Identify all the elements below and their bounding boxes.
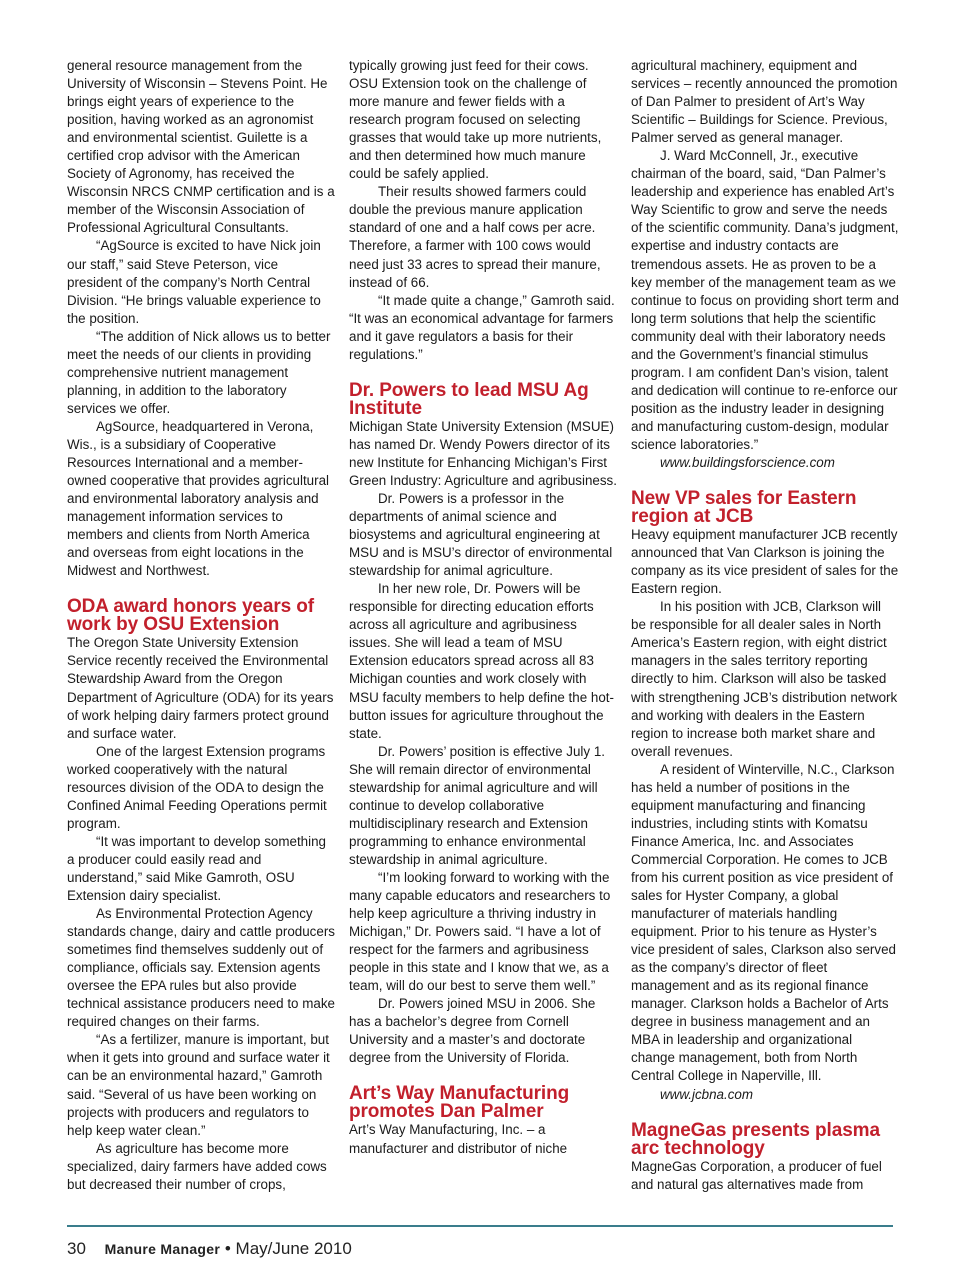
paragraph: As agriculture has become more specialized, dairy farmers have added cows but decreased their number of crops, [67,1140,327,1192]
paragraph: Dr. Powers’ position is effective July 1. She will remain director of environmental stewardship for animal agriculture and will continue to develop collaborative multidisciplinary research and Extension programming to enhance environmental stewardship in animal agriculture. [349,743,605,867]
paragraph: A resident of Winterville, N.C., Clarkson has held a number of positions in the equipment manufacturing and financing industries, including stints with Komatsu Finance America, Inc. and Associates Commercial Corporation. He comes to JCB from his current position as vice president of sales for Hyster Company, a global manufacturer of materials handling equipment. Prior to his tenure as Hyster’s vice president of sales, Clarkson also served as the company’s director of fleet management and as its regional finance manager. Clarkson holds a Bachelor of Arts degree in business management and an MBA in leadership and organizational change management, both from North Central College in Naperville, Ill. [631,761,896,1084]
paragraph: In her new role, Dr. Powers will be responsible for directing education efforts across all agriculture and agribusiness issues. She will lead a team of MSU Extension educators spread across all 83 Michigan counties and work closely with MSU faculty members to help define the hot-button issues for agriculture throughout the state. [349,581,614,741]
magazine-name: Manure Manager [104,1241,221,1257]
paragraph: Heavy equipment manufacturer JCB recently announced that Van Clarkson is joining the company as its vice president of sales for the Eastern region. [631,527,899,597]
paragraph: general resource management from the University of Wisconsin – Stevens Point. He brings eight years of experience to the position, having worked as an agronomist and environmental scientist. Guilette is a certified crop advisor with the American Society of Agronomy, has received the Wisconsin NRCS CNMP certification and is a member of the Wisconsin Association of Professional Agricultural Consultants. [67,58,335,236]
paragraph: “As a fertilizer, manure is important, but when it gets into ground and surface water it can be an environmental hazard,” Gamroth said. “Several of us have been working on projects with producers and regulators to help keep water clean.” [67,1032,330,1138]
paragraph: “The addition of Nick allows us to better meet the needs of our clients in providing comprehensive nutrient management planning, in addition to the laboratory services we offer. [67,328,331,416]
column-1 [67,57,335,1194]
link-buildingsforscience[interactable]: www.buildingsforscience.com [660,455,835,471]
footer-rule [67,1225,893,1227]
paragraph: Dr. Powers is a professor in the departments of animal science and biosystems and agricultural engineering at MSU and is MSU’s director of environmental stewardship for animal agriculture. [349,490,613,579]
column-2 [349,57,617,1158]
footer-bullet: • [224,1239,231,1258]
paragraph: Michigan State University Extension (MSUE) has named Dr. Wendy Powers director of its new Institute for Enhancing Michigan’s First Green Industry: Agriculture and agribusiness. [349,418,617,488]
paragraph: Their results showed farmers could double the previous manure application standard of one and a half cows per acre. Therefore, a farmer with 100 cows would need just 33 acres to spread their manure, instead of 66. [349,184,601,290]
paragraph: The Oregon State University Extension Service recently received the Environmental Stewardship Award from the Oregon Department of Agriculture (ODA) for its years of work helping dairy farmers protect ground and surface water. [67,635,334,741]
headline-powers-msu: Dr. Powers to lead MSU Ag Institute [349,379,589,419]
headline-oda-award: ODA award honors years of work by OSU Extension [67,596,315,636]
headline-artsway-palmer: Art’s Way Manufacturing promotes Dan Palmer [349,1083,570,1123]
paragraph: “It was important to develop something a producer could easily read and understand,” said Mike Gamroth, OSU Extension dairy specialist. [67,833,326,904]
paragraph: As Environmental Protection Agency standards change, dairy and cattle producers sometimes find themselves suddenly out of compliance, officials say. Extension agents oversee the EPA rules but also provide technical assistance producers need to make required changes on their farms. [67,906,335,1030]
paragraph: In his position with JCB, Clarkson will be responsible for all dealer sales in North America’s Eastern region, with eight district managers in the sales territory reporting directly to him. Clarkson will also be tasked with strengthening JCB’s distribution network and working with dealers in the Eastern region to increase both market share and overall revenues. [631,599,898,759]
column-3 [631,57,899,1194]
headline-magnegas: MagneGas presents plasma arc technology [631,1119,880,1159]
page-footer [67,1238,352,1260]
paragraph: typically growing just feed for their cows. OSU Extension took on the challenge of more manure and fewer fields with a research program focused on selecting grasses that would take up more nutrients, and then determined how much manure could be safely applied. [349,58,602,182]
paragraph: “AgSource is excited to have Nick join our staff,” said Steve Peterson, vice president of the company’s North Central Division. “He brings valuable experience to the position. [67,238,321,326]
paragraph: “I’m looking forward to working with the many capable educators and researchers to help keep agriculture a thriving industry in Michigan,” Dr. Powers said. “I have a lot of respect for the farmers and agribusiness people in this state and I know that we, as a team, will do our best to serve them well.” [349,869,611,994]
page-number: 30 [67,1239,86,1258]
headline-jcb-vp: New VP sales for Eastern region at JCB [631,488,857,528]
paragraph: Art’s Way Manufacturing, Inc. – a manufacturer and distributor of niche [349,1122,568,1156]
paragraph: AgSource, headquartered in Verona, Wis., is a subsidiary of Cooperative Resources International and a member-owned cooperative that provides agricultural and environmental laboratory analysis and management information services to members and clients from North America and overseas from eight locations in the Midwest and Northwest. [67,418,330,579]
issue-date: May/June 2010 [235,1239,352,1258]
link-jcbna[interactable]: www.jcbna.com [660,1086,754,1102]
paragraph: J. Ward McConnell, Jr., executive chairman of the board, said, “Dan Palmer’s leadership and experience has enabled Art’s Way Scientific to grow and serve the needs of the scientific community. Dana’s judgment, expertise and industry contacts are tremendous assets. He as proven to be a key member of the management team as we continue to focus on providing short term and long term solutions that help the scientific community deal with their laboratory needs and the Government’s financial stimulus program. I am confident Dan’s vision, talent and dedication will continue to re-enforce our position as the industry leader in designing and manufacturing custom-design, modular science laboratories.” [631,148,899,452]
paragraph: “It made quite a change,” Gamroth said. “It was an economical advantage for farmers and it gave regulators a basis for their regulations.” [349,292,615,362]
paragraph: Dr. Powers joined MSU in 2006. She has a bachelor’s degree from Cornell University and a master’s and doctorate degree from the University of Florida. [349,996,596,1066]
paragraph: One of the largest Extension programs worked cooperatively with the natural resources division of the ODA to design the Confined Animal Feeding Operations permit program. [67,743,327,831]
paragraph: MagneGas Corporation, a producer of fuel and natural gas alternatives made from [631,1158,882,1192]
paragraph: agricultural machinery, equipment and services – recently announced the promotion of Dan Palmer to president of Art’s Way Scientific – Buildings for Science. Previous, Palmer served as general manager. [631,58,898,146]
